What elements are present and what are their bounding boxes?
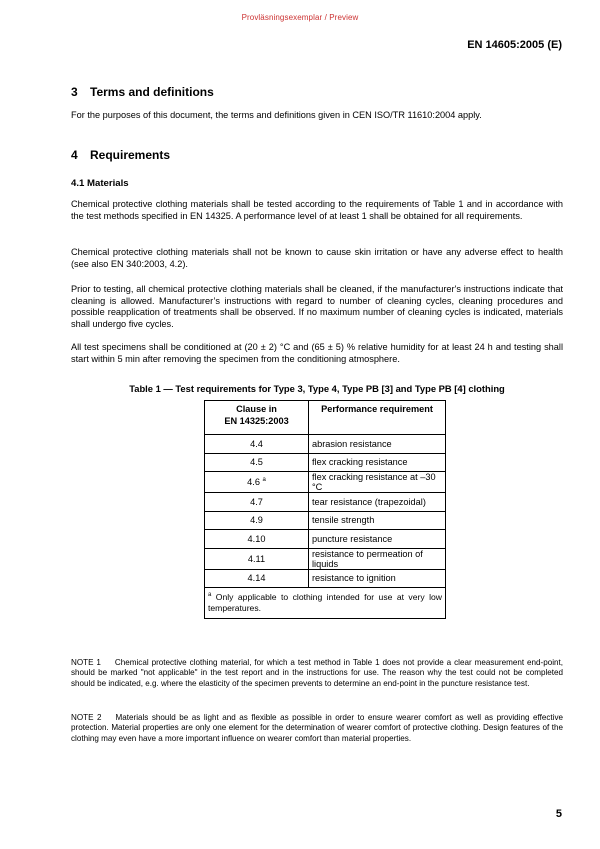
- clause-number: 4.9: [250, 515, 263, 526]
- requirement-cell: puncture resistance: [309, 530, 446, 549]
- note-2: [71, 713, 563, 744]
- subsection-4-1-heading: 4.1 Materials: [71, 178, 129, 189]
- column-header-line: Clause in: [236, 404, 277, 414]
- note-label: NOTE 1: [71, 658, 101, 667]
- clause-cell: [205, 472, 309, 493]
- requirement-cell: flex cracking resistance: [309, 453, 446, 472]
- table-header-row: [205, 401, 446, 435]
- requirements-table: [204, 400, 446, 619]
- clause-number: 4.10: [247, 533, 266, 544]
- table-caption: Table 1 — Test requirements for Type 3, Type 4, Type PB [3] and Type PB [4] clothing: [129, 383, 505, 394]
- table-row: [205, 569, 446, 588]
- requirement-cell: resistance to permeation of liquids: [309, 548, 446, 569]
- table-body: [205, 435, 446, 588]
- paragraph: Chemical protective clothing materials shall be tested according to the requirements of Table 1 and in accordance with the test methods specified in EN 14325. A performance level of at least 1 shall be obtained for all requirements.: [71, 199, 563, 221]
- requirement-cell: tear resistance (trapezoidal): [309, 493, 446, 512]
- clause-cell: [205, 511, 309, 530]
- section-3-text: For the purposes of this document, the terms and definitions given in CEN ISO/TR 11610:2004 apply.: [71, 110, 482, 120]
- clause-number: 4.11: [247, 553, 266, 564]
- requirement-cell: resistance to ignition: [309, 569, 446, 588]
- section-3-heading: [71, 85, 214, 99]
- footnote-mark: a: [208, 592, 212, 599]
- table-row: [205, 493, 446, 512]
- requirement-cell: tensile strength: [309, 511, 446, 530]
- section-number: 3: [71, 85, 78, 99]
- clause-cell: [205, 548, 309, 569]
- paragraph: Chemical protective clothing materials shall not be known to cause skin irritation or have any adverse effect to health (see also EN 340:2003, 4.2).: [71, 247, 563, 269]
- table-row: [205, 530, 446, 549]
- table-row: [205, 435, 446, 454]
- clause-cell: [205, 530, 309, 549]
- clause-cell: [205, 493, 309, 512]
- paragraph: All test specimens shall be conditioned at (20 ± 2) °C and (65 ± 5) % relative humidity for at least 24 h and testing shall start within 5 min after removing the specimen from the conditioning atmosphere.: [71, 342, 563, 364]
- section-title: Terms and definitions: [90, 85, 214, 99]
- column-header-requirement: Performance requirement: [309, 401, 446, 435]
- table-row: [205, 453, 446, 472]
- clause-cell: [205, 453, 309, 472]
- table-footnote: [205, 588, 446, 619]
- section-4-heading: [71, 148, 170, 162]
- requirement-cell: abrasion resistance: [309, 435, 446, 454]
- clause-cell: [205, 569, 309, 588]
- clause-number: 4.6: [247, 477, 260, 487]
- clause-number: 4.7: [250, 496, 263, 507]
- paragraph: Prior to testing, all chemical protective clothing materials shall be cleaned, if the manufacturer's instructions indicate that cleaning is allowed. Manufacturer’s instructions with regard to number of cleaning cycles, cleaning procedures and possible reapplication of treatments shall be observed. If no maximum number of cleaning cycles is indicated, materials shall undergo five cycles.: [71, 284, 563, 329]
- section-number: 4: [71, 148, 78, 162]
- document-id: EN 14605:2005 (E): [467, 39, 562, 51]
- note-text: Materials should be as light and as flexible as possible in order to ensure wearer comfort as well as providing effective protection. Material properties are only one element for the determination of wearer comfort of protective clothing. Design features of the clothing may even have a more important influence on wearer comfort than material properties.: [71, 713, 563, 743]
- requirement-cell: flex cracking resistance at –30 °C: [309, 472, 446, 493]
- page-number: 5: [555, 808, 562, 820]
- table-row: [205, 511, 446, 530]
- clause-cell: [205, 435, 309, 454]
- footnote-text: Only applicable to clothing intended for use at very low temperatures.: [208, 592, 442, 613]
- table-row: [205, 472, 446, 493]
- footnote-mark: a: [262, 476, 266, 483]
- table-footnote-row: [205, 588, 446, 619]
- note-label: NOTE 2: [71, 713, 102, 722]
- clause-number: 4.5: [250, 457, 263, 468]
- note-text: Chemical protective clothing material, for which a test method in Table 1 does not provide a clear measurement end-point, should be marked "not applicable" in the test report and in the instructions for use. The reason why the test could not be completed should be indicated, e.g. where the elasticity of the specimen prevents to determine an end-point in the puncture resistance test.: [71, 658, 564, 688]
- clause-number: 4.14: [247, 573, 266, 584]
- section-title: Requirements: [90, 148, 171, 162]
- clause-number: 4.4: [250, 438, 263, 449]
- note-1: [71, 658, 563, 689]
- preview-watermark: Provläsningsexemplar / Preview: [241, 13, 359, 22]
- column-header-clause: [205, 401, 309, 435]
- table-row: [205, 548, 446, 569]
- column-header-line: EN 14325:2003: [224, 415, 289, 426]
